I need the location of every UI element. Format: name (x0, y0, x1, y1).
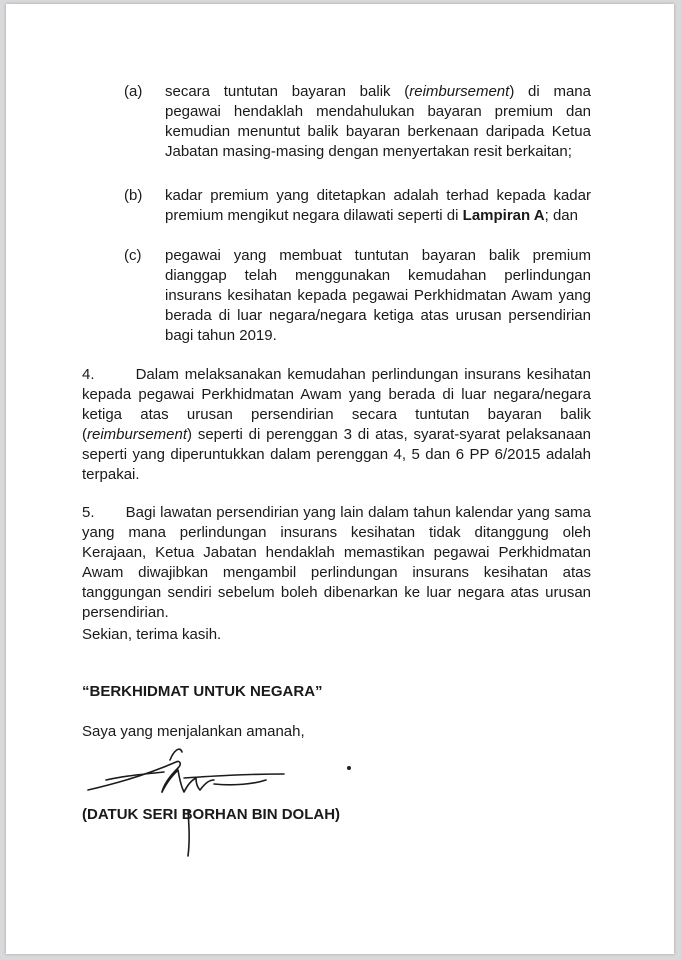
trust-line: Saya yang menjalankan amanah, (82, 723, 305, 740)
item-a-marker: (a) (124, 83, 143, 100)
annex-reference: Lampiran A (462, 207, 545, 224)
item-b-marker: (b) (124, 187, 143, 204)
paragraph-4-number: 4. (82, 366, 95, 383)
item-c-text: pegawai yang membuat tuntutan bayaran balik premium dianggap telah menggunakan kemudahan perlindungan insurans kesihatan kepada pegawai Perkhidmatan Awam yang berada di luar negara/negara ketiga atas urusan persendirian bagi tahun 2019. (165, 247, 591, 344)
closing-line: Sekian, terima kasih. (82, 626, 222, 643)
item-c-marker: (c) (124, 247, 142, 264)
document-page (6, 4, 674, 954)
item-b-text: kadar premium yang ditetapkan adalah terhad kepada kadar premium mengikut negara dilawati seperti di Lampiran A; dan (165, 187, 591, 224)
ink-dot (347, 766, 351, 770)
paragraph-5-number: 5. (82, 504, 95, 521)
paragraph-5: 5. Bagi lawatan persendirian yang lain dalam tahun kalendar yang sama yang mana perlindungan insurans kesihatan tidak ditanggung oleh Kerajaan, Ketua Jabatan hendaklah memastikan pegawai Perkhidmatan Awam diwajibkan mengambil perlindungan insurans kesihatan atas tanggungan sendiri sebelum boleh dibenarkan ke luar negara atas urusan persendirian. (82, 504, 591, 621)
paragraph-4: 4. Dalam melaksanakan kemudahan perlindungan insurans kesihatan kepada pegawai Perkhidmatan Awam yang berada di luar negara/negara ketiga atas urusan persendirian secara tuntutan bayaran balik (reimbursement) seperti di perenggan 3 di atas, syarat-syarat pelaksanaan seperti yang diperuntukkan dalam perenggan 4, 5 dan 6 PP 6/2015 adalah terpakai. (82, 366, 591, 483)
signature-icon (84, 740, 314, 860)
item-a-text: secara tuntutan bayaran balik (reimbursement) di mana pegawai hendaklah mendahulukan bayaran premium dan kemudian menuntut balik bayaran berkenaan daripada Ketua Jabatan masing-masing dengan menyertakan resit berkaitan; (165, 83, 591, 160)
signatory-name: (DATUK SERI BORHAN BIN DOLAH) (82, 806, 341, 823)
motto: “BERKHIDMAT UNTUK NEGARA” (82, 683, 323, 700)
